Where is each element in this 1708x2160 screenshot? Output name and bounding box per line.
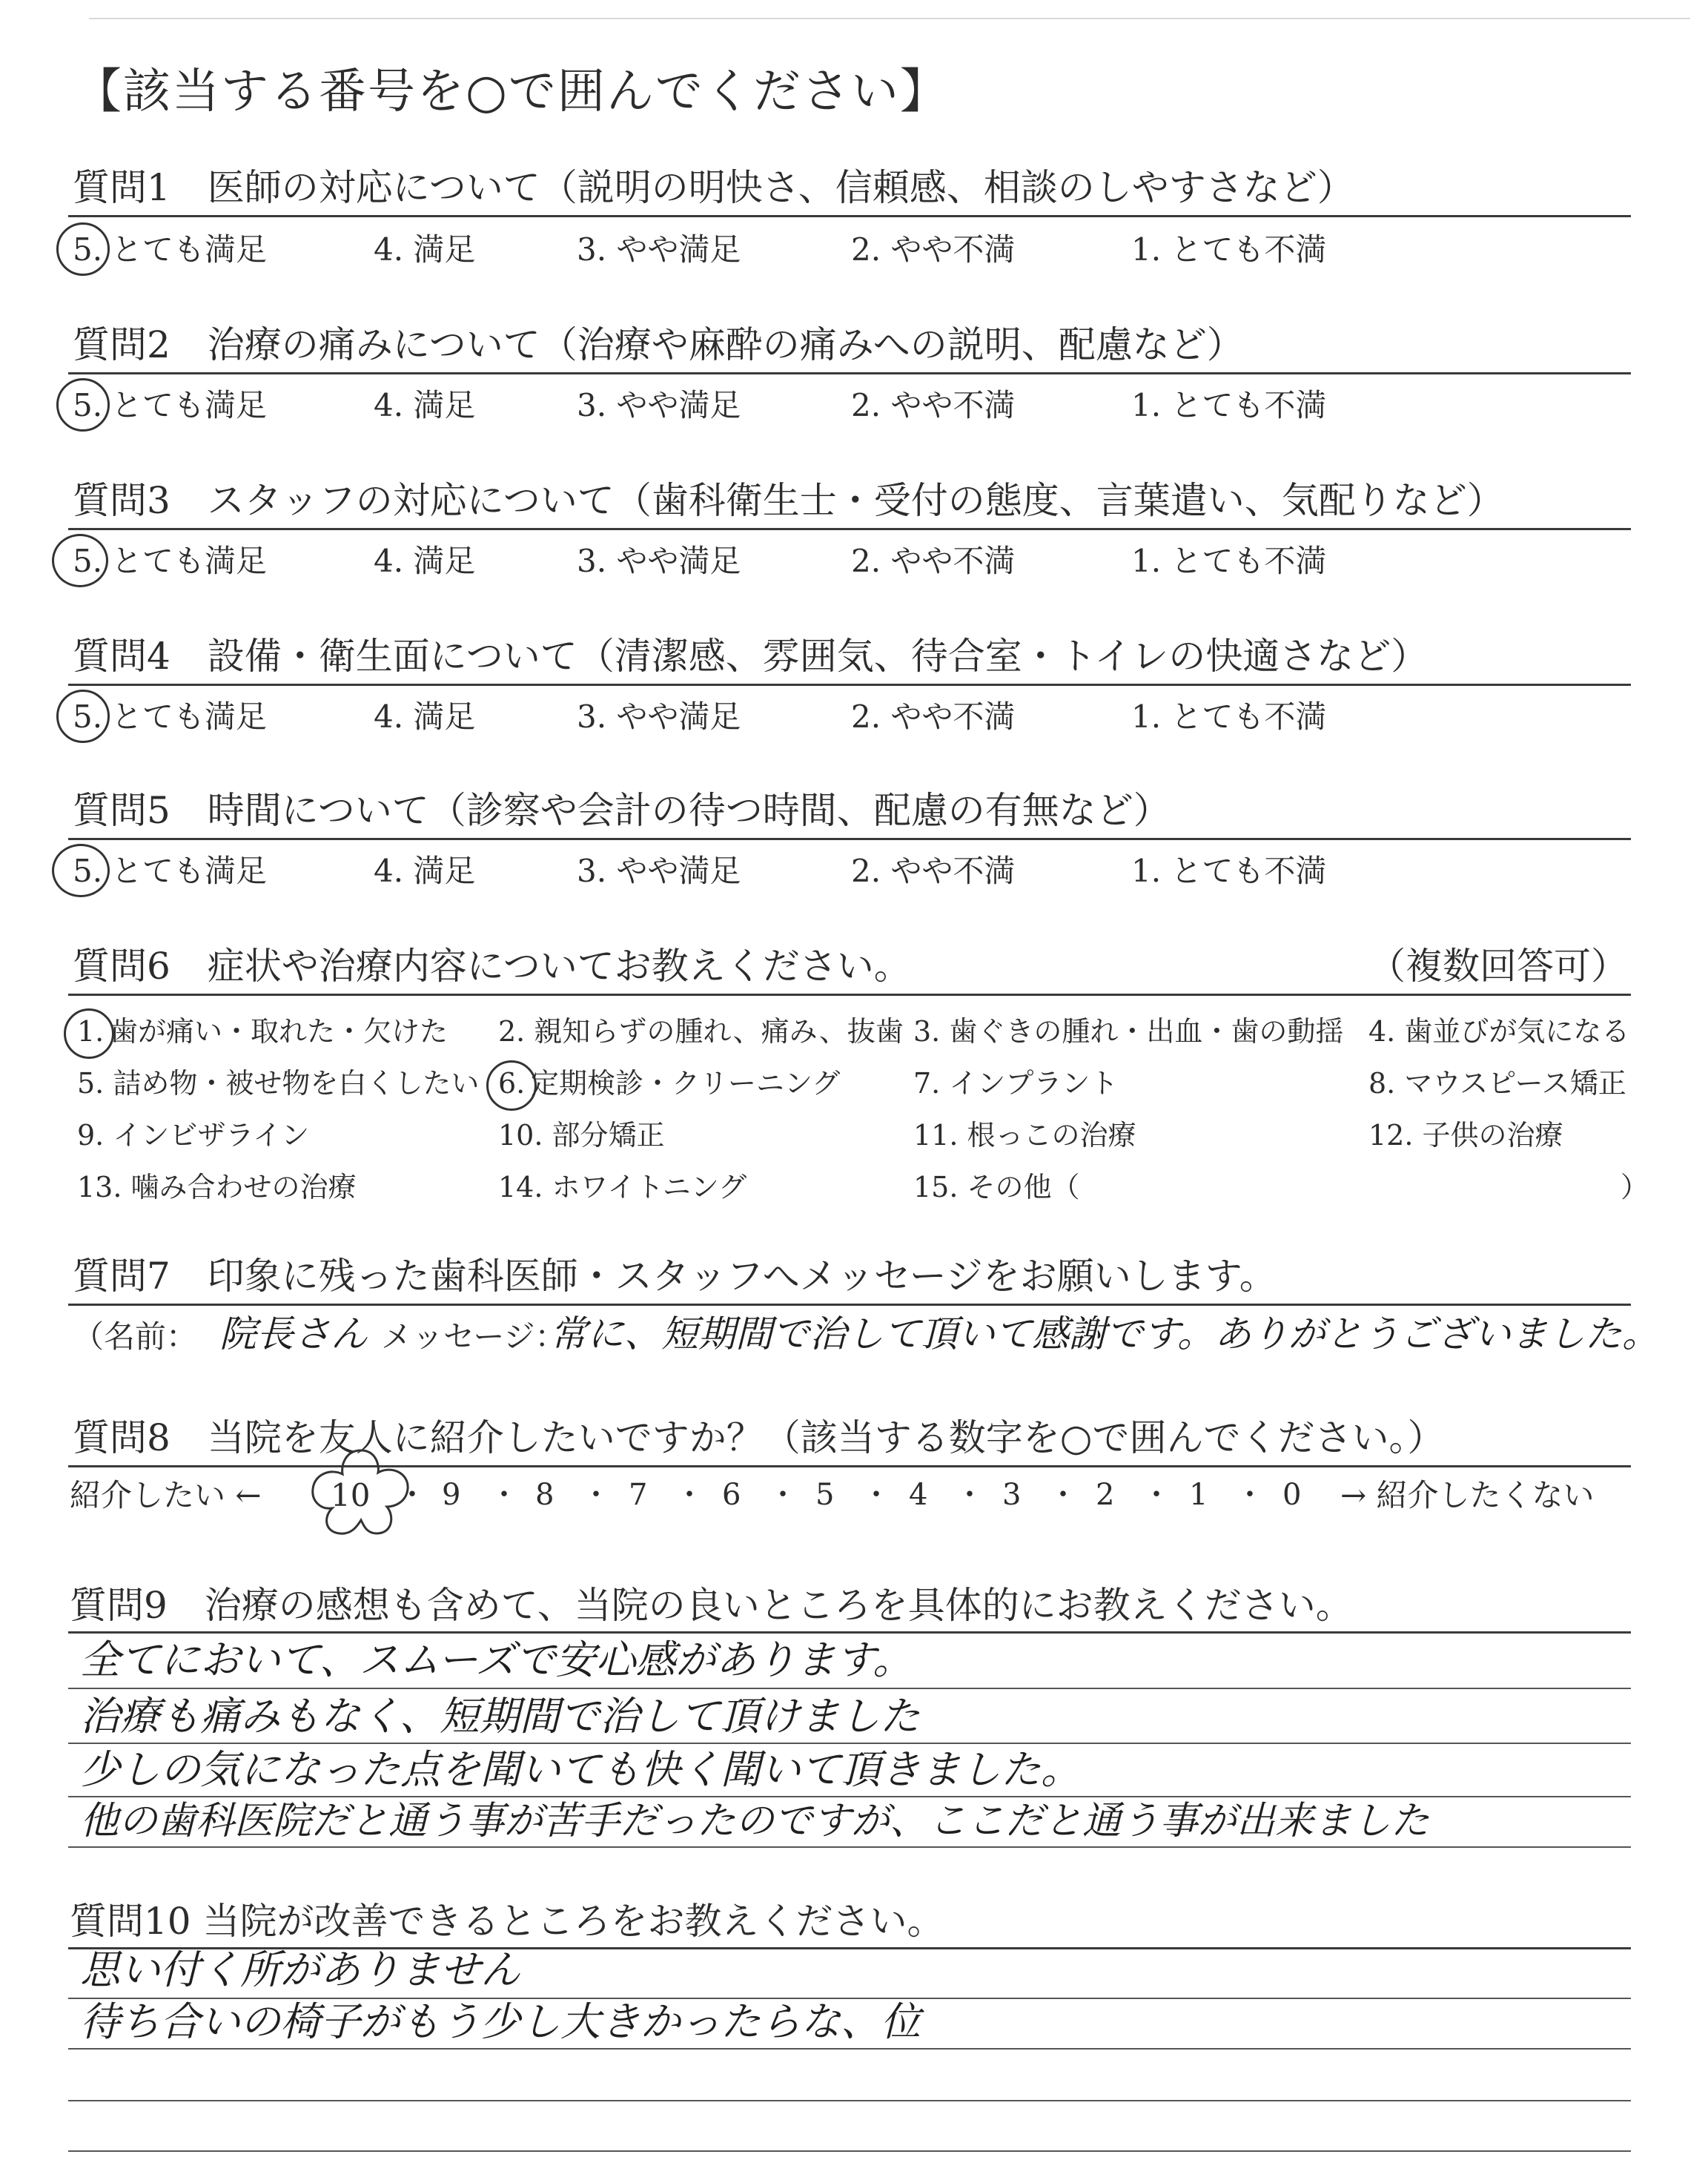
question-6-title: 質問6 症状や治療内容についてお教えください。 xyxy=(73,945,911,988)
answer-10-line-1: 思い付く所がありません xyxy=(80,1946,520,1993)
question-4-title: 質問4 設備・衛生面について（清潔感、雰囲気、待合室・トイレの快適さなど） xyxy=(73,635,1429,678)
scale-separator: ・ xyxy=(675,1478,704,1512)
option-3[interactable]: 3. やや満足 xyxy=(577,387,741,423)
option-3[interactable]: 3. やや満足 xyxy=(577,698,741,735)
scale-0[interactable]: 0 xyxy=(1282,1478,1302,1512)
recommend-label: 紹介したい ← xyxy=(70,1477,262,1513)
option-5[interactable]: 5. xyxy=(73,853,103,889)
scale-separator: ・ xyxy=(489,1478,519,1512)
answer-10-line-2: 待ち合いの椅子がもう少し大きかったらな、位 xyxy=(80,1998,921,2045)
message-label: メッセージ： xyxy=(381,1318,566,1355)
question-5-rule xyxy=(68,838,1631,840)
scale-6[interactable]: 6 xyxy=(722,1478,741,1512)
option-2[interactable]: 2. やや不満 xyxy=(851,853,1016,889)
option-2[interactable]: 2. やや不満 xyxy=(851,698,1016,735)
top-edge-line xyxy=(89,18,1690,19)
scale-10[interactable]: 10 xyxy=(331,1477,371,1513)
question-9-title: 質問9 治療の感想も含めて、当院の良いところを具体的にお教えください。 xyxy=(70,1584,1353,1627)
question-3-rule xyxy=(68,528,1631,530)
other-close-paren: ） xyxy=(1621,1171,1649,1203)
multiple-answers-note: （複数回答可） xyxy=(1368,945,1628,988)
option-2[interactable]: 2. やや不満 xyxy=(851,231,1016,268)
symptom-3[interactable]: 3. 歯ぐきの腫れ・出血・歯の動揺 xyxy=(913,1015,1344,1048)
symptom-15[interactable]: 15. その他（ xyxy=(913,1171,1080,1203)
option-2[interactable]: 2. やや不満 xyxy=(851,543,1016,579)
scale-4[interactable]: 4 xyxy=(909,1478,928,1512)
question-1-rule xyxy=(68,215,1631,217)
symptom-14[interactable]: 14. ホワイトニング xyxy=(498,1171,747,1203)
scale-separator: ・ xyxy=(1235,1478,1265,1512)
question-9-rule xyxy=(68,1631,1631,1634)
option-4[interactable]: 4. 満足 xyxy=(374,698,476,735)
scale-9[interactable]: 9 xyxy=(442,1478,461,1512)
option-4[interactable]: 4. 満足 xyxy=(374,543,476,579)
symptom-2[interactable]: 2. 親知らずの腫れ、痛み、抜歯 xyxy=(498,1015,904,1048)
question-8-rule xyxy=(68,1465,1631,1467)
option-5-label: とても満足 xyxy=(111,853,268,889)
scale-separator: ・ xyxy=(581,1478,611,1512)
question-5-title: 質問5 時間について（診察や会計の待つ時間、配慮の有無など） xyxy=(73,789,1171,832)
symptom-13[interactable]: 13. 噛み合わせの治療 xyxy=(77,1171,357,1203)
option-5[interactable]: 5. xyxy=(73,698,103,735)
symptom-6-number[interactable]: 6. xyxy=(498,1067,526,1100)
answer-9-line-1: 全てにおいて、スムーズで安心感があります。 xyxy=(80,1636,913,1683)
option-5-label: とても満足 xyxy=(111,231,268,268)
symptom-8[interactable]: 8. マウスピース矯正 xyxy=(1368,1067,1626,1100)
question-2-rule xyxy=(68,372,1631,374)
symptom-6-label: 定期検診・クリーニング xyxy=(531,1067,841,1100)
option-3[interactable]: 3. やや満足 xyxy=(577,543,741,579)
scale-5[interactable]: 5 xyxy=(815,1478,835,1512)
symptom-12[interactable]: 12. 子供の治療 xyxy=(1368,1119,1563,1152)
scale-separator: ・ xyxy=(1142,1478,1171,1512)
question-1-title: 質問1 医師の対応について（説明の明快さ、信頼感、相談のしやすさなど） xyxy=(73,166,1354,209)
symptom-11[interactable]: 11. 根っこの治療 xyxy=(913,1119,1136,1152)
symptom-9[interactable]: 9. インビザライン xyxy=(77,1119,310,1152)
answer-line xyxy=(68,1688,1631,1689)
answer-line xyxy=(68,2150,1631,2152)
option-1[interactable]: 1. とても不満 xyxy=(1131,543,1327,579)
question-6-rule xyxy=(68,994,1631,996)
option-4[interactable]: 4. 満足 xyxy=(374,387,476,423)
scale-separator: ・ xyxy=(397,1478,427,1512)
option-5-label: とても満足 xyxy=(111,698,268,735)
option-3[interactable]: 3. やや満足 xyxy=(577,231,741,268)
option-1[interactable]: 1. とても不満 xyxy=(1131,387,1327,423)
scale-separator: ・ xyxy=(768,1478,798,1512)
handwritten-name: 院長さん xyxy=(219,1312,368,1355)
scale-separator: ・ xyxy=(1048,1478,1078,1512)
symptom-5[interactable]: 5. 詰め物・被せ物を白くしたい xyxy=(77,1067,480,1100)
symptom-1-label: 歯が痛い・取れた・欠けた xyxy=(110,1015,448,1048)
answer-9-line-3: 少しの気になった点を聞いても快く聞いて頂きました。 xyxy=(80,1746,1081,1793)
option-5[interactable]: 5. xyxy=(73,231,103,268)
option-5[interactable]: 5. xyxy=(73,387,103,423)
not-recommend-label: → 紹介したくない xyxy=(1340,1477,1595,1513)
question-7-title: 質問7 印象に残った歯科医師・スタッフへメッセージをお願いします。 xyxy=(73,1255,1277,1298)
question-2-title: 質問2 治療の痛みについて（治療や麻酔の痛みへの説明、配慮など） xyxy=(73,323,1244,366)
question-10-title: 質問10 当院が改善できるところをお教えください。 xyxy=(70,1900,944,1943)
symptom-4[interactable]: 4. 歯並びが気になる xyxy=(1368,1015,1630,1048)
symptom-10[interactable]: 10. 部分矯正 xyxy=(498,1119,665,1152)
symptom-7[interactable]: 7. インプラント xyxy=(913,1067,1119,1100)
question-8-title: 質問8 当院を友人に紹介したいですか？（該当する数字を○で囲んでください。） xyxy=(73,1416,1445,1459)
answer-9-line-2: 治療も痛みもなく、短期間で治して頂けました xyxy=(80,1693,920,1740)
option-5-label: とても満足 xyxy=(111,543,268,579)
handwritten-message: 常に、短期間で治して頂いて感謝です。ありがとうございました。 xyxy=(550,1312,1659,1355)
scale-3[interactable]: 3 xyxy=(1002,1478,1022,1512)
option-3[interactable]: 3. やや満足 xyxy=(577,853,741,889)
answer-line xyxy=(68,2048,1631,2050)
name-label: （名前： xyxy=(73,1318,198,1355)
option-1[interactable]: 1. とても不満 xyxy=(1131,853,1327,889)
scale-separator: ・ xyxy=(861,1478,891,1512)
question-7-rule xyxy=(68,1304,1631,1306)
option-5-label: とても満足 xyxy=(111,387,268,423)
question-3-title: 質問3 スタッフの対応について（歯科衛生士・受付の態度、言葉遣い、気配りなど） xyxy=(73,479,1504,522)
scale-7[interactable]: 7 xyxy=(629,1478,648,1512)
option-4[interactable]: 4. 満足 xyxy=(374,231,476,268)
option-1[interactable]: 1. とても不満 xyxy=(1131,698,1327,735)
option-1[interactable]: 1. とても不満 xyxy=(1131,231,1327,268)
answer-line xyxy=(68,1743,1631,1744)
scale-separator: ・ xyxy=(955,1478,984,1512)
answer-line xyxy=(68,1846,1631,1848)
option-5[interactable]: 5. xyxy=(73,543,103,579)
symptom-1-number[interactable]: 1. xyxy=(77,1015,105,1048)
page-header: 【該当する番号を○で囲んでください】 xyxy=(74,65,949,119)
answer-line xyxy=(68,2100,1631,2101)
scale-1[interactable]: 1 xyxy=(1189,1478,1208,1512)
answer-9-line-4: 他の歯科医院だと通う事が苦手だったのですが、ここだと通う事が出来ました xyxy=(80,1799,1430,1843)
option-4[interactable]: 4. 満足 xyxy=(374,853,476,889)
option-2[interactable]: 2. やや不満 xyxy=(851,387,1016,423)
scale-8[interactable]: 8 xyxy=(535,1478,555,1512)
scale-2[interactable]: 2 xyxy=(1096,1478,1115,1512)
answer-line xyxy=(68,1796,1631,1797)
question-4-rule xyxy=(68,684,1631,686)
